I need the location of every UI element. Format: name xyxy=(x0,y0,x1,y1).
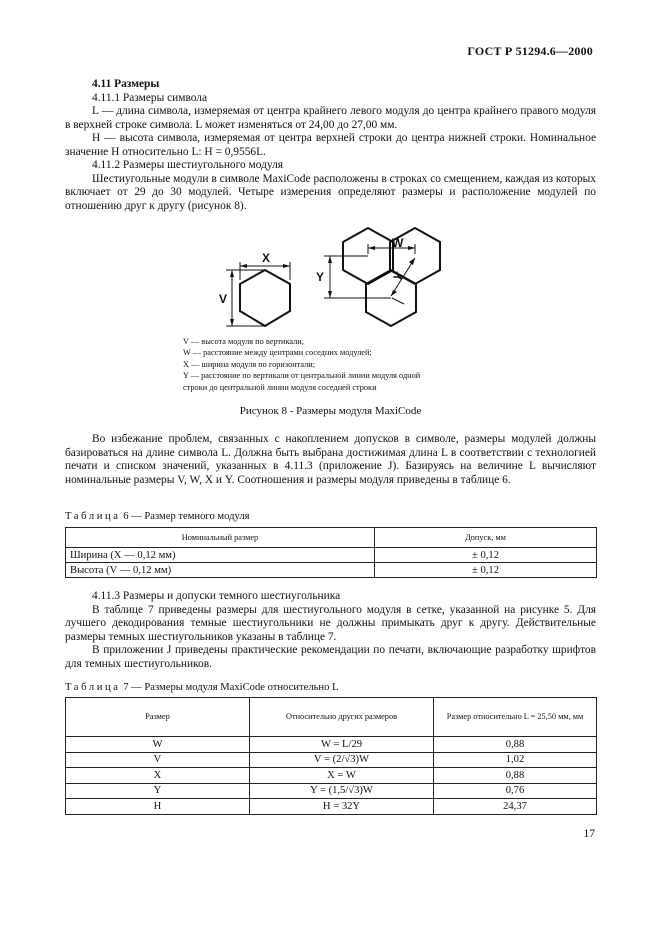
table-cell: W = L/29 xyxy=(250,737,434,753)
figure-caption: Рисунок 8 - Размеры модуля MaxiCode xyxy=(239,405,422,417)
table-cell: H = 32Y xyxy=(250,799,434,815)
header-cell: Размер xyxy=(66,698,250,737)
legend-item: V — высота модуля по вертикали, xyxy=(183,337,304,346)
table-title: 6 — Размер темного модуля xyxy=(123,511,250,522)
subsection-heading: 4.11.1 Размеры символа xyxy=(92,91,208,104)
table-cell: Y xyxy=(66,783,250,799)
table-row xyxy=(66,752,597,768)
table-row xyxy=(66,783,597,799)
table-6 xyxy=(65,527,597,578)
table-cell: X xyxy=(66,768,250,784)
subsection-heading: 4.11.3 Размеры и допуски темного шестиугольника xyxy=(92,590,341,602)
paragraph-symbol-length: L — длина символа, измеряемая от центра крайнего левого модуля до центра крайнего правого модуля в верхней строке символа. L может изменяться от 24,00 до 27,00 мм. xyxy=(65,105,596,131)
page-number: 17 xyxy=(583,828,595,840)
table-cell: ± 0,12 xyxy=(375,548,597,563)
table-row xyxy=(66,799,597,815)
table-word: Таблица xyxy=(65,511,121,522)
paragraph-symbol-height: H — высота символа, измеряемая от центра верхней строки до центра нижней строки. Номинальное значение H относительно L: H = 0,9556L. xyxy=(65,132,596,158)
single-hex-module xyxy=(240,270,290,326)
table-row xyxy=(66,768,597,784)
label-y-diagonal: Y xyxy=(390,269,407,285)
header-cell: Относительно других размеров xyxy=(250,698,434,737)
table-word: Таблица xyxy=(65,682,121,693)
table-7 xyxy=(65,697,597,815)
paragraph-hex-modules: Шестиугольные модули в символе MaxiCode расположены в строках со смещением, каждая из которых включает от 29 до 30 модулей. Четыре измерения определяют размеры и расположение модулей по отношению друг к другу (рисунок 8). xyxy=(65,172,596,212)
header-cell: Допуск, мм xyxy=(375,528,597,548)
paragraph-tolerance: Во избежание проблем, связанных с накоплением допусков в символе, размеры модулей должны базироваться на длине символа L. Должна быть выбрана достижимая длина L в соответствии с технологией печати и списком значений, указанных в 4.11.3 (приложение J). Базируясь на величине L вычисляют номинальные размеры V, W, X и Y. Соотношения и размеры модуля приведены в таблице 6. xyxy=(65,433,596,486)
legend-item: строки до центральной линии модуля соседней строки xyxy=(183,382,377,392)
table-cell: 24,37 xyxy=(434,799,597,815)
table-cell: V xyxy=(66,752,250,768)
table-cell: 0,88 xyxy=(434,768,597,784)
table-cell: 1,02 xyxy=(434,752,597,768)
label-x: X xyxy=(262,251,271,265)
legend-item: W — расстояние между центрами соседних модулей; xyxy=(183,348,372,358)
table-cell: X = W xyxy=(250,768,434,784)
legend-item: Y — расстояние по вертикали от центральной линии модуля одной xyxy=(183,371,421,381)
document-id: ГОСТ Р 51294.6—2000 xyxy=(467,44,593,58)
table-row xyxy=(66,737,597,753)
header-cell: Размер относительно L = 25,50 мм, мм xyxy=(434,698,597,737)
table-cell: V = (2/√3)W xyxy=(250,752,434,768)
tolerance-paragraph-block xyxy=(65,433,596,487)
label-w: W xyxy=(392,236,404,250)
table-cell: 0,76 xyxy=(434,783,597,799)
table-cell: 0,88 xyxy=(434,737,597,753)
paragraph-table7-intro: В таблице 7 приведены размеры для шестиугольного модуля в сетке, указанной на рисунке 5. Для лучшего декодирования темные шестиугольники не должны примыкать друг к другу. Действительные размеры темных шестиугольников указаны в таблице 7. xyxy=(65,603,596,643)
label-y: Y xyxy=(316,270,325,284)
figure-legend xyxy=(183,336,420,393)
table-row xyxy=(66,563,597,578)
paragraph-appendix-j: В приложении J приведены практические рекомендации по печати, включающие разработку шрифтов для темных шестиугольников. xyxy=(65,644,596,670)
table-cell: W xyxy=(66,737,250,753)
table-cell: Высота (V — 0,12 мм) xyxy=(66,563,375,578)
table-cell: Ширина (X — 0,12 мм) xyxy=(66,548,375,563)
table7-caption xyxy=(65,682,339,693)
table-title: 7 — Размеры модуля MaxiCode относительно L xyxy=(123,682,339,693)
section-4-11-3 xyxy=(65,590,596,671)
table6-caption xyxy=(65,511,250,522)
table-header-row xyxy=(66,698,597,737)
section-heading: 4.11 Размеры xyxy=(92,78,160,90)
section-4-11 xyxy=(65,78,596,213)
legend-item: X — ширина модуля по горизонтали; xyxy=(183,359,316,369)
header-cell: Номинальный размер xyxy=(66,528,375,548)
label-v: V xyxy=(219,292,228,306)
subsection-heading: 4.11.2 Размеры шестиугольного модуля xyxy=(92,159,284,171)
table-cell: ± 0,12 xyxy=(375,563,597,578)
table-cell: H xyxy=(66,799,250,815)
table-header-row xyxy=(66,528,597,548)
table-cell: Y = (1,5/√3)W xyxy=(250,783,434,799)
table-row xyxy=(66,548,597,563)
